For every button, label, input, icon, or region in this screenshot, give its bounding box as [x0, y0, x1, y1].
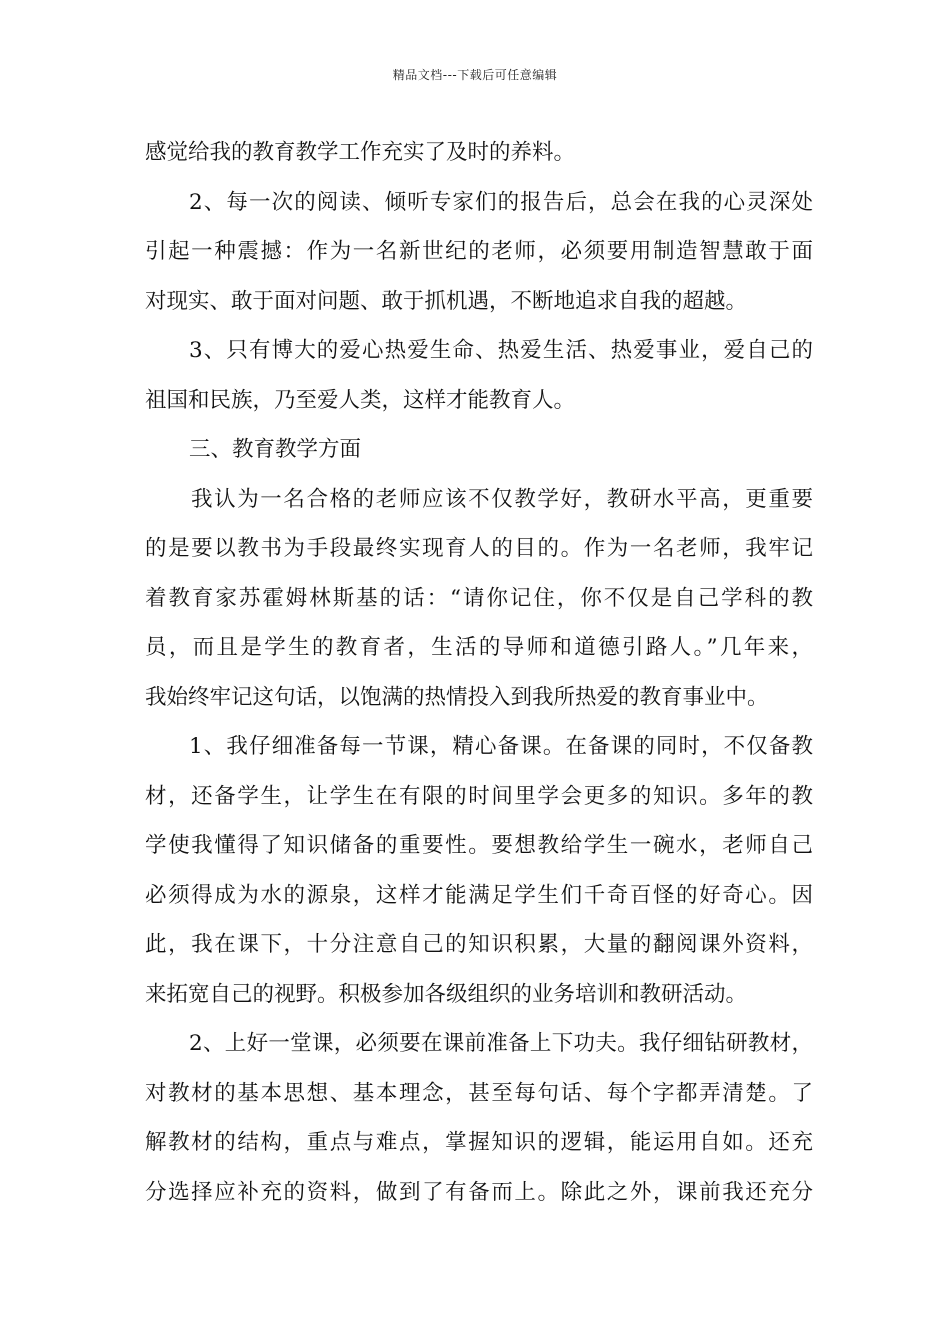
text-line: 我始终牢记这句话，以饱满的热情投入到我所热爱的教育事业中。 [145, 684, 769, 710]
text-line: 着教育家苏霍姆林斯基的话：“请你记住，你不仅是自己学科的教 [145, 585, 813, 611]
document-body [145, 128, 813, 1217]
text-line: 员，而且是学生的教育者，生活的导师和道德引路人。”几年来， [145, 635, 813, 660]
text-line: 学使我懂得了知识储备的重要性。要想教给学生一碗水，老师自己 [145, 833, 813, 858]
text-line: 对现实、敢于面对问题、敢于抓机遇，不断地追求自我的超越。 [145, 288, 748, 314]
text-line: 解教材的结构，重点与难点，掌握知识的逻辑，能运用自如。还充 [145, 1130, 813, 1155]
text-line: 我认为一名合格的老师应该不仅教学好，教研水平高，更重要 [191, 486, 813, 512]
text-line: 此，我在课下，十分注意自己的知识积累，大量的翻阅课外资料， [145, 932, 813, 957]
text-line: 1、我仔细准备每一节课，精心备课。在备课的同时，不仅备教 [189, 734, 813, 759]
text-line: 材，还备学生，让学生在有限的时间里学会更多的知识。多年的教 [145, 783, 813, 809]
text-line: 3、只有博大的爱心热爱生命、热爱生活、热爱事业，爱自己的 [189, 338, 813, 363]
page-header: 精品文档---下载后可任意编辑 [392, 68, 558, 82]
text-line: 来拓宽自己的视野。积极参加各级组织的业务培训和教研活动。 [145, 981, 748, 1007]
text-line: 2、上好一堂课，必须要在课前准备上下功夫。我仔细钻研教材， [189, 1031, 813, 1056]
text-line: 引起一种震撼：作为一名新世纪的老师，必须要用制造智慧敢于面 [145, 239, 813, 264]
text-line: 的是要以教书为手段最终实现育人的目的。作为一名老师，我牢记 [145, 536, 813, 561]
text-line: 2、每一次的阅读、倾听专家们的报告后，总会在我的心灵深处 [189, 189, 813, 215]
section-heading: 三、教育教学方面 [189, 437, 362, 462]
text-line: 祖国和民族，乃至爱人类，这样才能教育人。 [145, 387, 576, 413]
text-line: 分选择应补充的资料，做到了有备而上。除此之外，课前我还充分 [145, 1179, 813, 1205]
text-line: 感觉给我的教育教学工作充实了及时的养料。 [145, 140, 576, 165]
text-line: 对教材的基本思想、基本理念，甚至每句话、每个字都弄清楚。了 [145, 1080, 813, 1106]
text-line: 必须得成为水的源泉，这样才能满足学生们千奇百怪的好奇心。因 [145, 882, 813, 908]
